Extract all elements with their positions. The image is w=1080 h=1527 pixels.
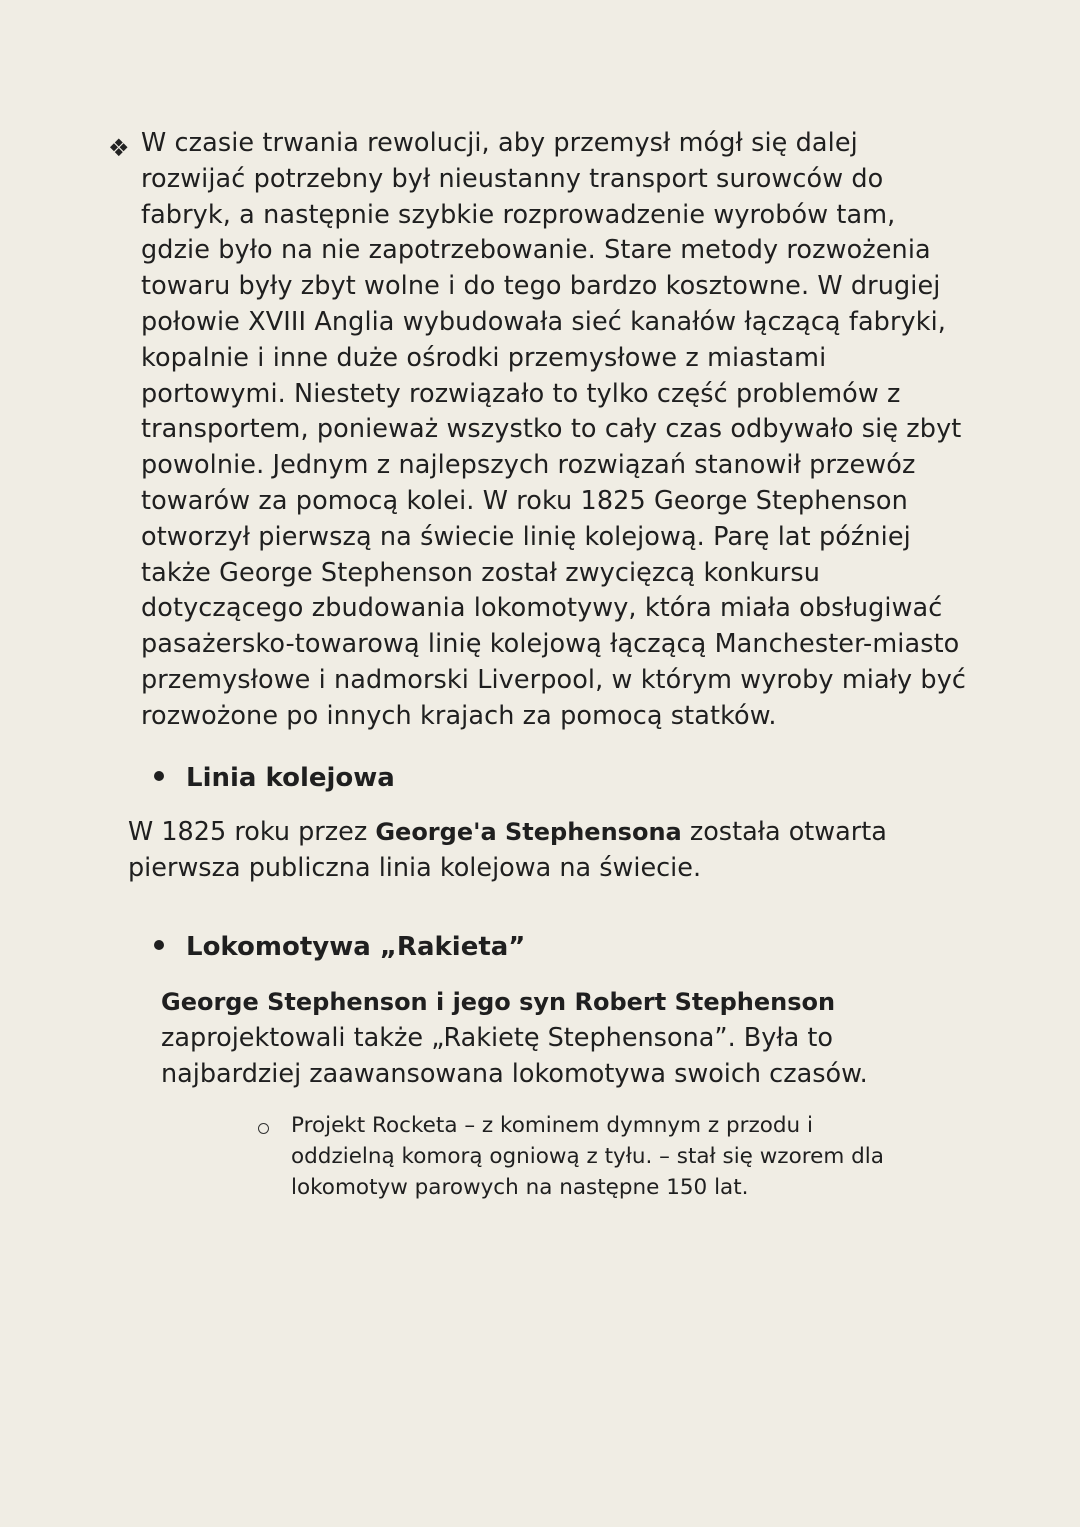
paragraph-text: zaprojektowali także „Rakietę Stephensona”. Była to najbardziej zaawansowana lokomotywa swoich czasów. [161,1022,868,1089]
hollow-circle-bullet-icon [258,1123,269,1134]
section-heading-linia-kolejowa [154,760,395,796]
intro-paragraph: W czasie trwania rewolucji, aby przemysł mógł się dalej rozwijać potrzebny był nieustanny transport surowców do fabryk, a następnie szybkie rozprowadzenie wyrobów tam, gdzie było na nie zapotrzebowanie. Stare metody rozwożenia towaru były zbyt wolne i do tego bardzo kosztowne. W drugiej połowie XVIII Anglia wybudowała sieć kanałów łączącą fabryki, kopalnie i inne duże ośrodki przemysłowe z miastami portowymi. Niestety rozwiązało to tylko część problemów z transportem, ponieważ wszystko to cały czas odbywało się zbyt powolnie. Jednym z najlepszych rozwiązań stanowił przewóz towarów za pomocą kolei. W roku 1825 George Stephenson otworzył pierwszą na świecie linię kolejową. Parę lat później także George Stephenson został zwycięzcą konkursu dotyczącego zbudowania lokomotywy, która miała obsługiwać pasażersko-towarową linię kolejową łączącą Manchester-miasto przemysłowe i nadmorski Liverpool, w którym wyroby miały być rozwożone po innych krajach za pomocą statków. [141,128,967,731]
diamond-bullet-icon: ❖ [108,134,130,162]
bold-name: George'a Stephensona [375,818,682,846]
intro-list-item [108,126,968,735]
heading-text: Lokomotywa „Rakieta” [186,932,526,962]
section-heading-lokomotywa-rakieta [154,929,525,965]
lokomotywa-paragraph [161,985,951,1092]
bold-names: George Stephenson i jego syn Robert Stephenson [161,988,836,1016]
bullet-dot-icon [154,940,164,950]
paragraph-text: została otwarta pierwsza publiczna linia kolejowa na świecie. [128,817,887,883]
paragraph-text: W 1825 roku przez [128,817,376,847]
sub-list-item [258,1110,918,1203]
heading-text: Linia kolejowa [186,763,395,793]
sub-item-text: Projekt Rocketa – z kominem dymnym z przodu i oddzielną komorą ogniową z tyłu. – stał się wzorem dla lokomotyw parowych na następne 150 lat. [291,1113,884,1200]
linia-kolejowa-paragraph [128,815,948,887]
bullet-dot-icon [154,771,164,781]
